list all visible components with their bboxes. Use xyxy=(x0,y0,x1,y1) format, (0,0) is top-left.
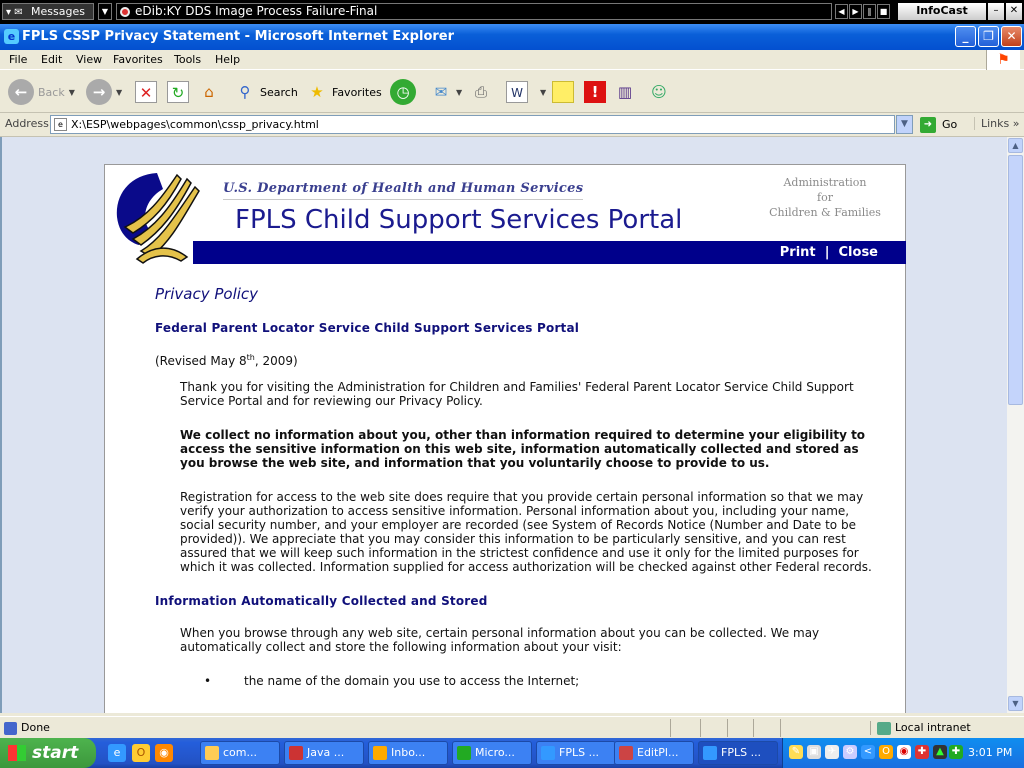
collection-statement: We collect no information about you, other than information required to determine your eligibility to access the sensitive information on this web site, information automatically collected and stored as you browse the web site, and information that you voluntarily choose to provide to us. xyxy=(180,428,866,470)
intro-paragraph: Thank you for visiting the Administration for Children and Families' Federal Parent Locator Service Child Support Service Portal and for reviewing our Privacy Policy. xyxy=(180,380,854,408)
sticky-note-icon xyxy=(552,81,574,103)
revised-superscript: th xyxy=(246,353,255,362)
history-button[interactable] xyxy=(390,77,416,107)
menu-tools[interactable]: Tools xyxy=(174,53,202,66)
status-bar xyxy=(0,716,1024,738)
intranet-icon xyxy=(877,722,891,735)
status-done-text: Done xyxy=(21,721,50,734)
editplus-icon xyxy=(619,746,633,760)
alert-icon: ! xyxy=(584,81,606,103)
ticker-stop-button[interactable]: ■ xyxy=(877,4,890,19)
refresh-button[interactable] xyxy=(167,77,189,107)
registration-paragraph: Registration for access to the web site does require that you provide certain personal information so that we may verify your authorization to access sensitive information. Personal information about you, including your name, social security number, and your employer are recorded (see System of Records Notice (Number and Date to be provided)). We appreciate that you may consider this information to be particularly sensitive, and you can rest assured that we will keep such information in the strictest confidence and use it only for the limited purposes for which it was collected. Information supplied for access authorization will be checked against other Federal records. xyxy=(180,490,872,574)
favorites-label: Favorites xyxy=(332,85,382,99)
page-icon: e xyxy=(54,118,67,131)
firefox-quicklaunch-icon[interactable]: ◉ xyxy=(155,744,173,762)
ticker-prev-button[interactable]: ◀ xyxy=(835,4,848,19)
system-clock: 3:01 PM xyxy=(968,746,1013,759)
infocast-logo: InfoCast xyxy=(898,3,986,20)
favorites-button[interactable] xyxy=(306,77,382,107)
print-link[interactable]: Print xyxy=(779,245,816,260)
tray-icon[interactable]: ✚ xyxy=(915,745,929,759)
browse-paragraph: When you browse through any web site, certain personal information about you can be collected. We may automatically collect and store the following information about your visit: xyxy=(180,626,820,654)
portal-title: FPLS Child Support Services Portal xyxy=(235,205,683,235)
go-arrow-icon: ➜ xyxy=(920,117,936,133)
status-divider xyxy=(780,719,781,737)
link-separator: | xyxy=(824,245,830,260)
infocast-bar xyxy=(0,0,1024,24)
messenger-button[interactable] xyxy=(648,77,670,107)
tray-icon[interactable]: ▣ xyxy=(807,745,821,759)
search-icon: ⚲ xyxy=(239,83,251,101)
go-label: Go xyxy=(942,118,958,131)
status-divider xyxy=(670,719,671,737)
mail-icon: ✉ xyxy=(434,83,448,101)
favorites-star-icon: ★ xyxy=(310,83,324,101)
acf-line-2: for xyxy=(817,191,833,204)
taskbar-task[interactable] xyxy=(368,741,448,765)
portal-heading: Federal Parent Locator Service Child Support Services Portal xyxy=(155,321,580,335)
back-label: Back xyxy=(38,85,65,99)
scroll-thumb[interactable] xyxy=(1008,155,1023,405)
close-window-button[interactable]: ✕ xyxy=(1001,26,1022,47)
tray-icon[interactable]: < xyxy=(861,745,875,759)
infobar-minimize-button[interactable]: – xyxy=(988,3,1004,20)
stop-button[interactable] xyxy=(135,77,157,107)
status-done xyxy=(4,721,50,735)
word-icon: W xyxy=(506,81,528,103)
close-link[interactable]: Close xyxy=(838,245,878,260)
address-url: X:\ESP\webpages\common\cssp_privacy.html xyxy=(71,118,319,131)
maximize-button[interactable]: ❐ xyxy=(978,26,999,47)
ie-icon: e xyxy=(4,29,19,44)
messages-button[interactable] xyxy=(2,3,94,20)
edit-dropdown-icon[interactable]: ▼ xyxy=(540,87,547,97)
excel-icon xyxy=(457,746,471,760)
scroll-down-button[interactable]: ▼ xyxy=(1008,696,1023,711)
search-label: Search xyxy=(260,85,298,99)
forward-arrow-icon: → xyxy=(86,79,112,105)
acf-line-1: Administration xyxy=(783,176,867,189)
taskbar-task[interactable] xyxy=(452,741,532,765)
windows-logo-icon xyxy=(8,745,26,761)
hhs-eagle-logo xyxy=(111,169,203,267)
auto-collected-heading: Information Automatically Collected and Stored xyxy=(155,594,488,608)
tray-icon[interactable]: ▲ xyxy=(933,745,947,759)
collected-info-list xyxy=(180,674,875,688)
infobar-close-button[interactable]: ✕ xyxy=(1006,3,1022,20)
revised-date xyxy=(155,353,875,368)
windows-flag-icon: ⚑ xyxy=(986,50,1020,70)
research-books-icon: ▥ xyxy=(617,83,633,101)
system-tray xyxy=(782,738,1024,768)
ie-task-icon xyxy=(541,746,555,760)
browser-viewport xyxy=(0,137,1007,713)
research-button[interactable] xyxy=(614,77,636,107)
taskbar-task[interactable] xyxy=(536,741,616,765)
revised-suffix: , 2009) xyxy=(254,354,298,368)
ticker-display[interactable] xyxy=(116,3,832,20)
menu-view[interactable]: View xyxy=(76,53,103,66)
notes-button[interactable] xyxy=(552,77,574,107)
tray-icon[interactable]: ⚙ xyxy=(843,745,857,759)
task-label: EditPl... xyxy=(637,746,679,759)
task-label: Java ... xyxy=(307,746,345,759)
acf-line-3: Children & Families xyxy=(769,206,881,219)
menu-favorites[interactable]: Favorites xyxy=(113,53,163,66)
back-button[interactable] xyxy=(8,77,75,107)
zone-text: Local intranet xyxy=(895,721,971,734)
ticker-next-button[interactable]: ▶ xyxy=(849,4,862,19)
address-label: Address xyxy=(5,117,49,130)
ticker-dropdown-button[interactable]: ▼ xyxy=(98,3,112,20)
messages-menu-icon: ▾ ✉ xyxy=(6,7,23,18)
outlook-quicklaunch-icon[interactable]: O xyxy=(132,744,150,762)
tray-icon[interactable]: ◉ xyxy=(897,745,911,759)
alert-button[interactable] xyxy=(584,77,606,107)
links-label: Links xyxy=(981,117,1010,130)
mail-dropdown-icon[interactable]: ▼ xyxy=(456,87,463,97)
policy-content xyxy=(155,285,875,688)
taskbar-task-active[interactable] xyxy=(698,741,778,765)
start-button[interactable] xyxy=(0,738,96,768)
status-divider xyxy=(727,719,728,737)
taskbar xyxy=(0,738,1024,768)
ticker-status-icon xyxy=(120,7,130,17)
task-label: com... xyxy=(223,746,257,759)
forward-button[interactable] xyxy=(86,77,122,107)
ie-quicklaunch-icon[interactable]: e xyxy=(108,744,126,762)
security-zone xyxy=(870,721,1020,735)
minimize-button[interactable]: _ xyxy=(955,26,976,47)
back-dropdown-icon[interactable]: ▼ xyxy=(68,87,75,97)
folder-icon xyxy=(205,746,219,760)
messages-label: Messages xyxy=(31,5,85,18)
scroll-up-button[interactable]: ▲ xyxy=(1008,138,1023,153)
ie-task-icon xyxy=(703,746,717,760)
ticker-text: eDib:KY DDS Image Process Failure-Final xyxy=(135,4,378,18)
menu-help[interactable]: Help xyxy=(215,53,241,66)
refresh-icon: ↻ xyxy=(167,81,189,103)
search-button[interactable] xyxy=(234,77,298,107)
java-icon xyxy=(289,746,303,760)
acf-logo-text xyxy=(765,175,885,220)
address-input[interactable] xyxy=(50,115,895,134)
task-label: FPLS ... xyxy=(559,746,600,759)
inbox-icon xyxy=(373,746,387,760)
messenger-people-icon: ☺ xyxy=(651,83,667,101)
links-button[interactable]: Links » xyxy=(974,117,1024,130)
tray-icon[interactable]: ✎ xyxy=(789,745,803,759)
stop-icon: ✕ xyxy=(135,81,157,103)
page-done-icon xyxy=(4,722,17,735)
list-item: • the name of the domain you use to access the Internet; xyxy=(180,674,875,688)
history-icon: ◷ xyxy=(390,79,416,105)
go-button[interactable] xyxy=(920,115,976,134)
start-label: start xyxy=(32,743,79,763)
menu-bar xyxy=(0,50,1024,70)
task-label: Micro... xyxy=(475,746,515,759)
address-dropdown-button[interactable]: ▼ xyxy=(896,115,913,134)
window-title: FPLS CSSP Privacy Statement - Microsoft Internet Explorer xyxy=(22,29,455,44)
page-header-bar xyxy=(193,241,906,264)
hhs-department-title: U.S. Department of Health and Human Services xyxy=(223,181,583,200)
revised-prefix: (Revised May 8 xyxy=(155,354,247,368)
menu-file[interactable]: File xyxy=(9,53,28,66)
taskbar-task[interactable] xyxy=(284,741,364,765)
policy-title: Privacy Policy xyxy=(155,285,259,303)
taskbar-task[interactable] xyxy=(200,741,280,765)
tray-icon[interactable]: ✚ xyxy=(949,745,963,759)
window-titlebar xyxy=(0,24,1024,50)
printer-icon: ⎙ xyxy=(474,83,487,101)
status-divider xyxy=(700,719,701,737)
print-toolbar-button[interactable] xyxy=(470,77,492,107)
home-button[interactable] xyxy=(198,77,220,107)
mail-button[interactable] xyxy=(430,77,462,107)
forward-dropdown-icon[interactable]: ▼ xyxy=(116,87,123,97)
task-label: Inbo... xyxy=(391,746,426,759)
standard-toolbar xyxy=(0,71,1024,113)
edit-word-button[interactable] xyxy=(506,77,546,107)
home-icon: ⌂ xyxy=(204,83,214,101)
privacy-page xyxy=(104,164,906,713)
ticker-pause-button[interactable]: ‖ xyxy=(863,4,876,19)
taskbar-task[interactable] xyxy=(614,741,694,765)
tray-icon[interactable]: O xyxy=(879,745,893,759)
menu-edit[interactable]: Edit xyxy=(41,53,63,66)
task-label: FPLS ... xyxy=(721,746,762,759)
address-bar xyxy=(0,113,1024,137)
back-arrow-icon: ← xyxy=(8,79,34,105)
tray-icon[interactable]: ✈ xyxy=(825,745,839,759)
status-divider xyxy=(753,719,754,737)
vertical-scrollbar[interactable] xyxy=(1007,137,1024,713)
